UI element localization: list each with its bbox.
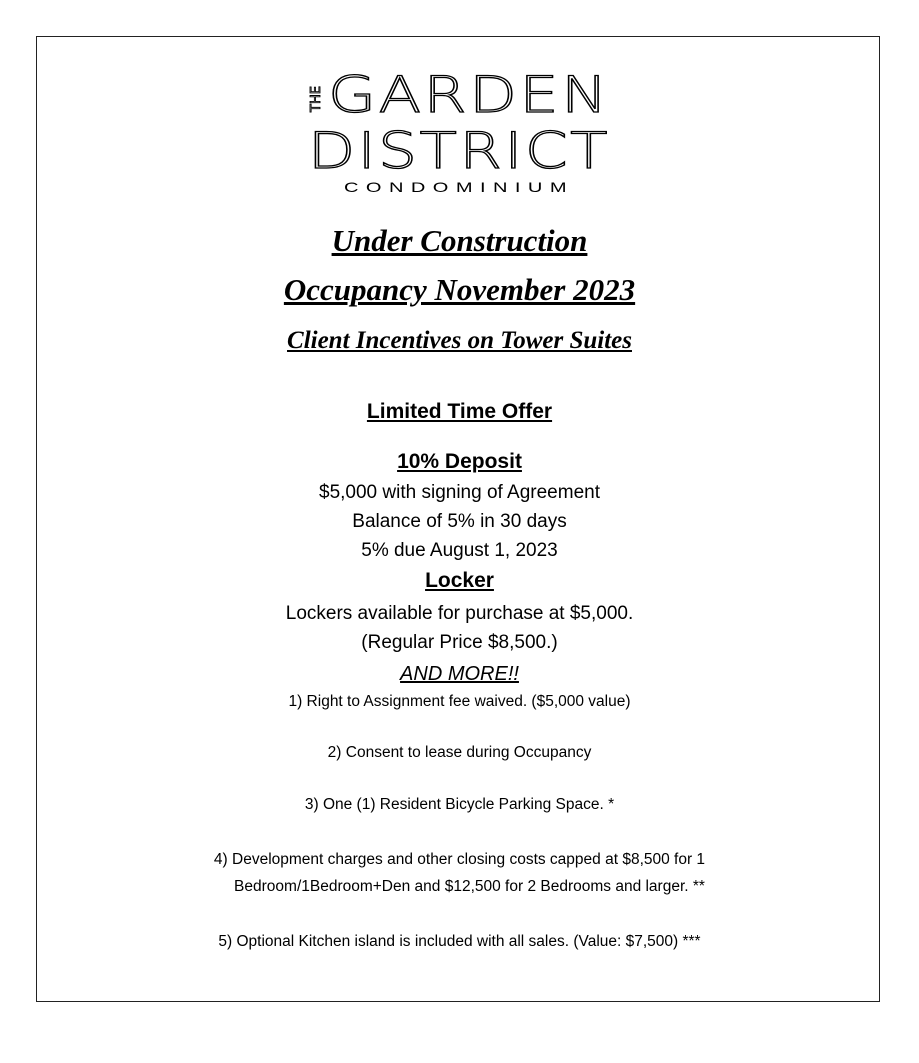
incentive-item: 1) Right to Assignment fee waived. ($5,000 value) xyxy=(288,693,631,710)
deposit-heading: 10% Deposit xyxy=(397,450,522,473)
deposit-line: Balance of 5% in 30 days xyxy=(352,511,567,532)
deposit-line: 5% due August 1, 2023 xyxy=(361,540,558,561)
incentive-item: 3) One (1) Resident Bicycle Parking Space. * xyxy=(304,796,615,813)
deposit-line: $5,000 with signing of Agreement xyxy=(319,482,600,503)
limited-time-offer-heading: Limited Time Offer xyxy=(366,400,553,423)
locker-line: (Regular Price $8,500.) xyxy=(361,632,558,653)
locker-heading: Locker xyxy=(425,569,494,592)
incentive-item: 2) Consent to lease during Occupancy xyxy=(327,744,592,761)
garden-district-logo xyxy=(306,60,616,200)
logo-line1: GARDEN xyxy=(328,66,610,124)
locker-line: Lockers available for purchase at $5,000. xyxy=(285,603,634,624)
headline-under-construction: Under Construction xyxy=(331,223,588,258)
logo-the-text: THE xyxy=(309,86,324,112)
headline-client-incentives: Client Incentives on Tower Suites xyxy=(287,327,632,354)
logo-subtitle: CONDOMINIUM xyxy=(344,179,574,195)
and-more-heading: AND MORE!! xyxy=(400,663,519,685)
logo-line2: DISTRICT xyxy=(308,122,610,180)
incentive-item-continuation: Bedroom/1Bedroom+Den and $12,500 for 2 Bedrooms and larger. ** xyxy=(234,878,705,895)
incentive-item: 5) Optional Kitchen island is included with all sales. (Value: $7,500) *** xyxy=(218,933,701,950)
incentive-item: 4) Development charges and other closing costs capped at $8,500 for 1 xyxy=(213,851,706,868)
headline-occupancy-date: Occupancy November 2023 xyxy=(283,272,636,307)
